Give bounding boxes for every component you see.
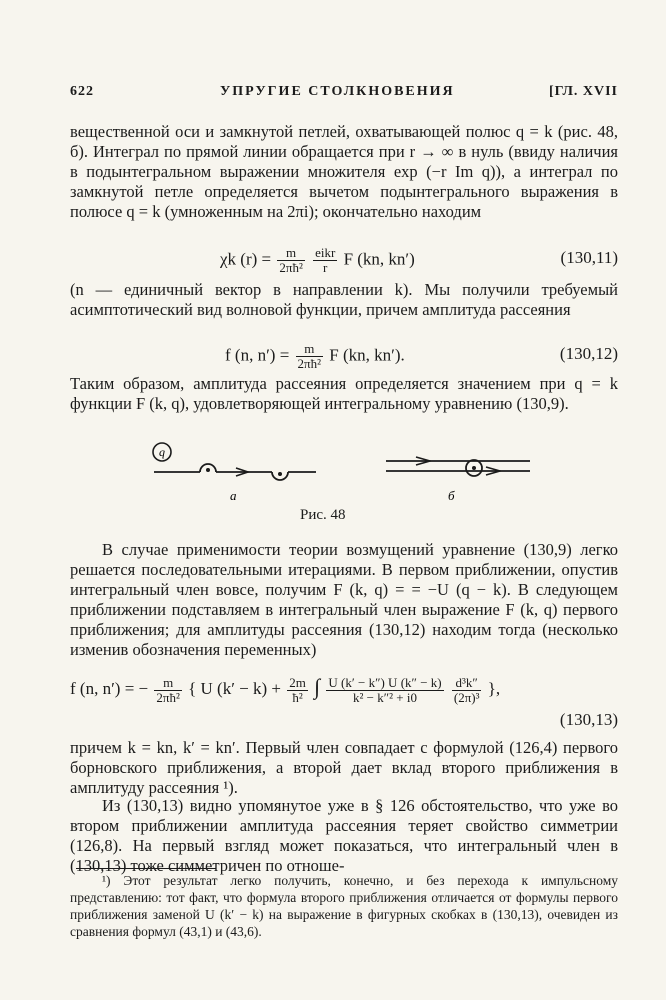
eq3-integral-sign: ∫ — [314, 674, 321, 699]
paragraph-6: Из (130,13) видно упомянутое уже в § 126 обстоятельство, что уже во втором приближении амплитуда рассеяния теряет свойство симметрии (126,8). На первый взгляд может показаться, что интегральный член в (130,13) тоже симметричен по отноше- — [70, 796, 618, 875]
eq2-fraction: $\frac{m}{\text{2πħ²}}$ — [297, 341, 322, 371]
pole-point-b — [472, 466, 476, 470]
eq3-number: (130,13) — [559, 710, 618, 729]
eq3-fraction-3: $\frac{U (k' - k'') U (k'' - k)}{\text{k² − k″² + i0}}$ — [328, 674, 442, 705]
eq3-fraction-4: $\frac{\text{d³k″}}{\text{(2π)³}}$ — [453, 674, 480, 705]
eq3-brace-open: { U (k′ − k) + — [188, 679, 282, 698]
page-number: 622 — [70, 84, 94, 99]
pole-point-a2 — [278, 472, 282, 476]
eq3-fraction-1: $\frac{m}{\text{2πħ²}}$ — [156, 674, 180, 705]
chapter-label: [ГЛ. XVII — [548, 84, 618, 99]
running-title: УПРУГИЕ СТОЛКНОВЕНИЯ — [220, 84, 455, 99]
paragraph-2: (n — единичный вектор в направлении k). Мы получили требуемый асимптотический вид волновой функции, причем амплитуда рассеяния — [70, 280, 618, 319]
footnote: ¹) Этот результат легко получить, конечно, и без перехода к импульсному представлению: тот факт, что формула второго приближения отличается от формулы первого приближения заменой U (k′ − k) на выражение в фигурных скобках в (130,13), очевиден из сравнения формул (43,1) и (43,6). — [70, 873, 618, 939]
paragraph-3: Таким образом, амплитуда рассеяния определяется значением при q = k функции F (k, q), удовлетворяющей интегральному уравнению (130,9). — [70, 374, 618, 413]
equation-130-12 — [70, 336, 618, 372]
eq1-fraction-2: $\frac{\text{eikr}}{r}$ — [315, 245, 336, 275]
contour-a — [153, 443, 316, 503]
eq1-lhs: χk (r) = — [220, 249, 272, 269]
equation-130-11 — [70, 240, 618, 276]
eq1-fraction-1: $\frac{m}{\text{2πħ²}}$ — [279, 245, 303, 275]
paragraph-5: причем k = kn, k′ = kn′. Первый член совпадает с формулой (126,4) первого борновского приближения, а второй дает вклад второго приближения в амплитуду рассеяния ¹). — [70, 738, 618, 797]
contour-b — [386, 457, 530, 503]
paragraph-4: В случае применимости теории возмущений уравнение (130,9) легко решается последовательными итерациями. В первом приближении, опустив интегральный член вовсе, получим F (k, q) = = −U (q − k). В следующем приближении подставляем в интегральный член выражение F (k, q) первого приближения; для амплитуды рассеяния (130,12) находим тогда (несколько изменив обозначения переменных) — [70, 540, 618, 659]
circled-q-label: q — [159, 445, 165, 459]
figure-48 — [140, 438, 540, 508]
eq2-number: (130,12) — [559, 344, 618, 363]
eq3-fraction-2: $\frac{2m}{\text{ħ²}}$ — [289, 674, 306, 705]
label-a: а — [230, 488, 237, 503]
figure-caption: Рис. 48 — [300, 507, 346, 523]
footnote-rule — [76, 868, 216, 869]
label-b: б — [448, 488, 455, 503]
pole-point-a1 — [206, 468, 210, 472]
eq3-lhs: f (n, n′) = − — [70, 679, 149, 698]
eq2-lhs: f (n, n′) = — [225, 345, 290, 365]
paragraph-1: вещественной оси и замкнутой петлей, охватывающей полюс q = k (рис. 48, б). Интеграл по прямой линии обращается при r → ∞ в нуль (ввиду наличия в подынтегральном выражении множителя exp (−r Im q)), а интеграл по замкнутой петле определяется вычетом подынтегрального выражения в полюсе q = k (умноженным на 2πi); окончательно находим — [70, 122, 618, 221]
eq2-rhs: F (kn, kn′). — [329, 345, 405, 365]
eq1-rhs: F (kn, kn′) — [343, 249, 415, 269]
eq3-brace-close: }, — [487, 679, 501, 698]
equation-130-13 — [70, 674, 618, 729]
eq1-number: (130,11) — [560, 248, 618, 267]
